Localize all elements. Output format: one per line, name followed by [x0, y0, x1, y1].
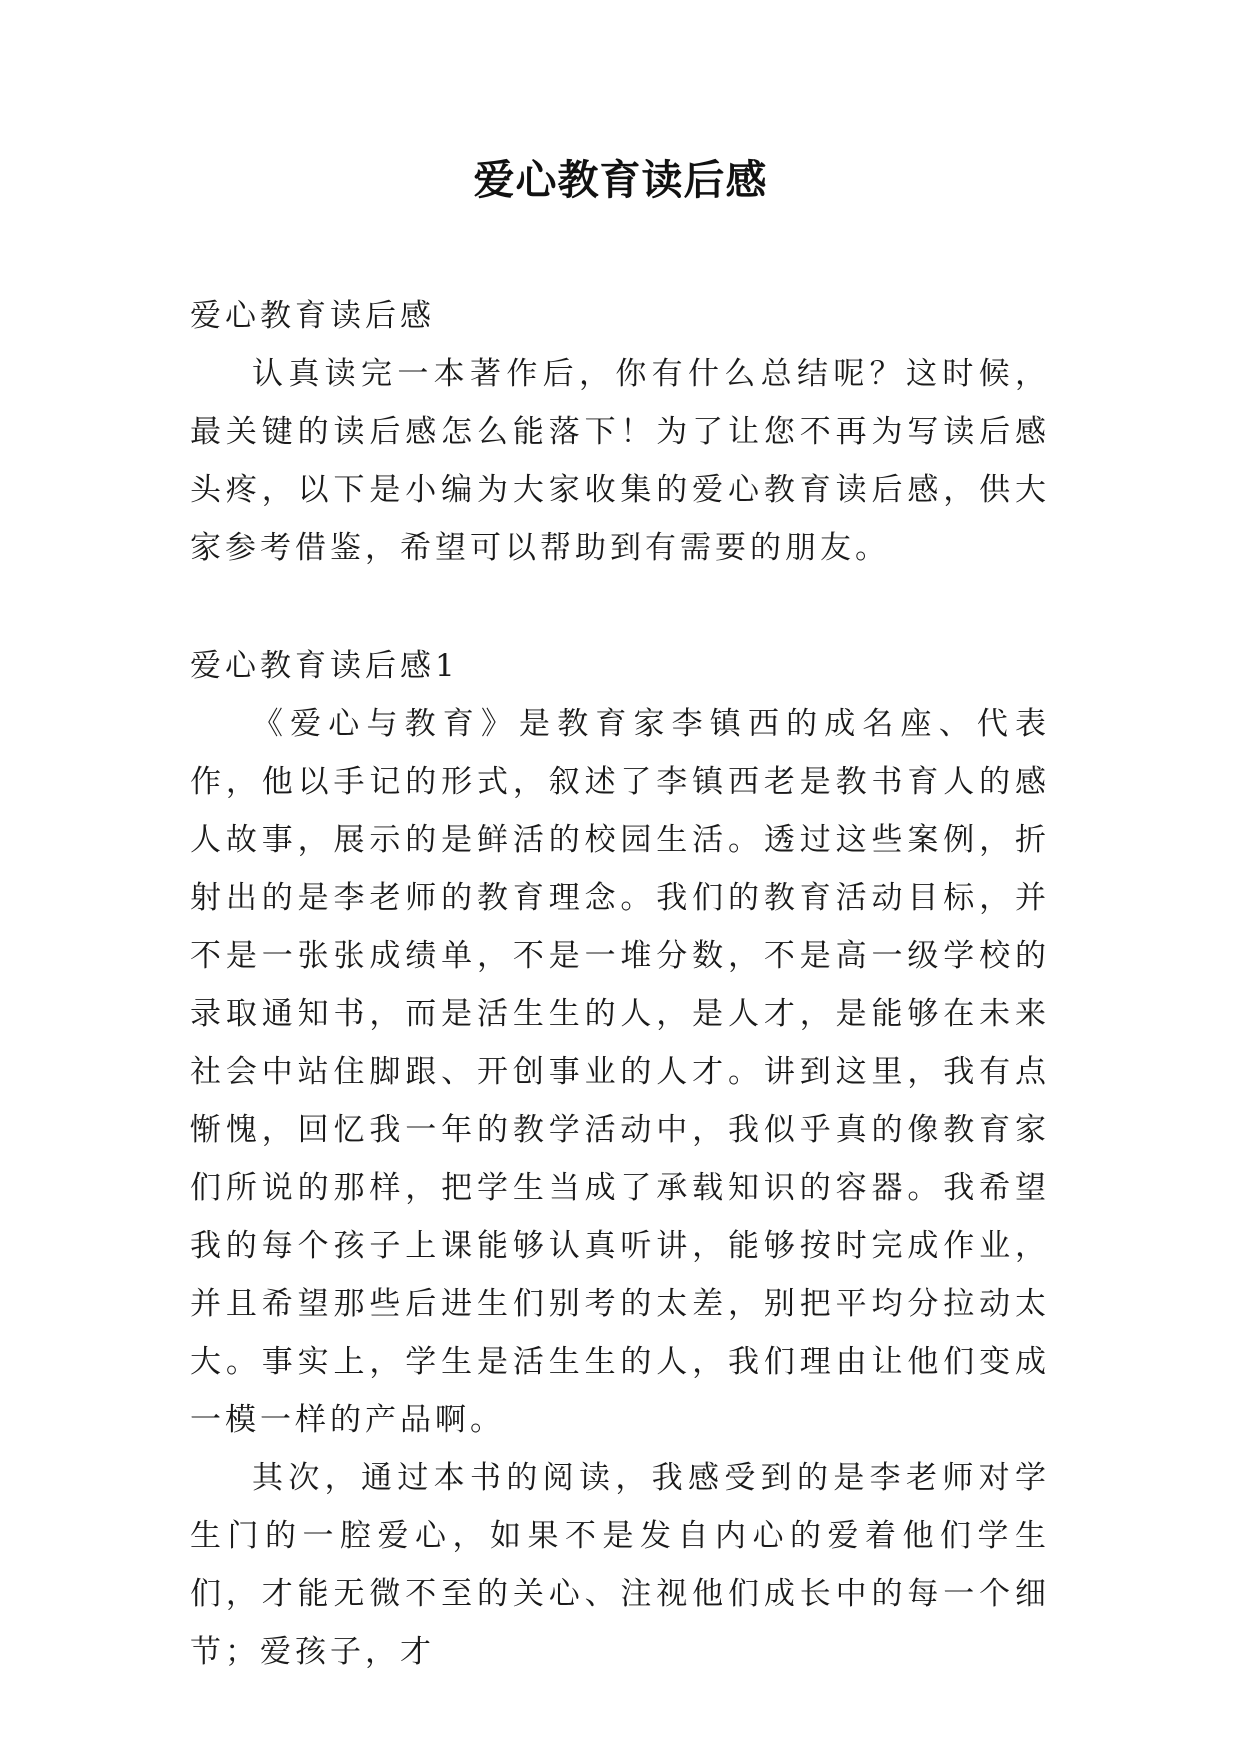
intro-heading: 爱心教育读后感 — [190, 298, 435, 334]
section-1-heading: 爱心教育读后感1 — [190, 648, 459, 684]
document-title: 爱心教育读后感 — [473, 156, 768, 204]
section-1-paragraph-1: 《爱心与教育》是教育家李镇西的成名座、代表作，他以手记的形式，叙述了李镇西老是教书育人的感人故事，展示的是鲜活的校园生活。透过这些案例，折射出的是李老师的教育理念。我们的教育活动目标，并不是一张张成绩单，不是一堆分数，不是高一级学校的录取通知书，而是活生生的人，是人才，是能够在未来社会中站住脚跟、开创事业的人才。讲到这里，我有点惭愧，回忆我一年的教学活动中，我似乎真的像教育家们所说的那样，把学生当成了承载知识的容器。我希望我的每个孩子上课能够认真听讲，能够按时完成作业，并且希望那些后进生们别考的太差，别把平均分拉动太大。事实上，学生是活生生的人，我们理由让他们变成一模一样的产品啊。 — [190, 706, 1050, 1438]
intro-paragraph: 认真读完一本著作后，你有什么总结呢？这时候，最关键的读后感怎么能落下！为了让您不再为写读后感头疼，以下是小编为大家收集的爱心教育读后感，供大家参考借鉴，希望可以帮助到有需要的朋友。 — [190, 356, 1050, 566]
section-1-paragraph-2: 其次，通过本书的阅读，我感受到的是李老师对学生门的一腔爱心，如果不是发自内心的爱着他们学生们，才能无微不至的关心、注视他们成长中的每一个细节；爱孩子，才 — [190, 1460, 1050, 1670]
intro-section — [190, 287, 1050, 577]
section-1 — [190, 637, 1050, 1681]
